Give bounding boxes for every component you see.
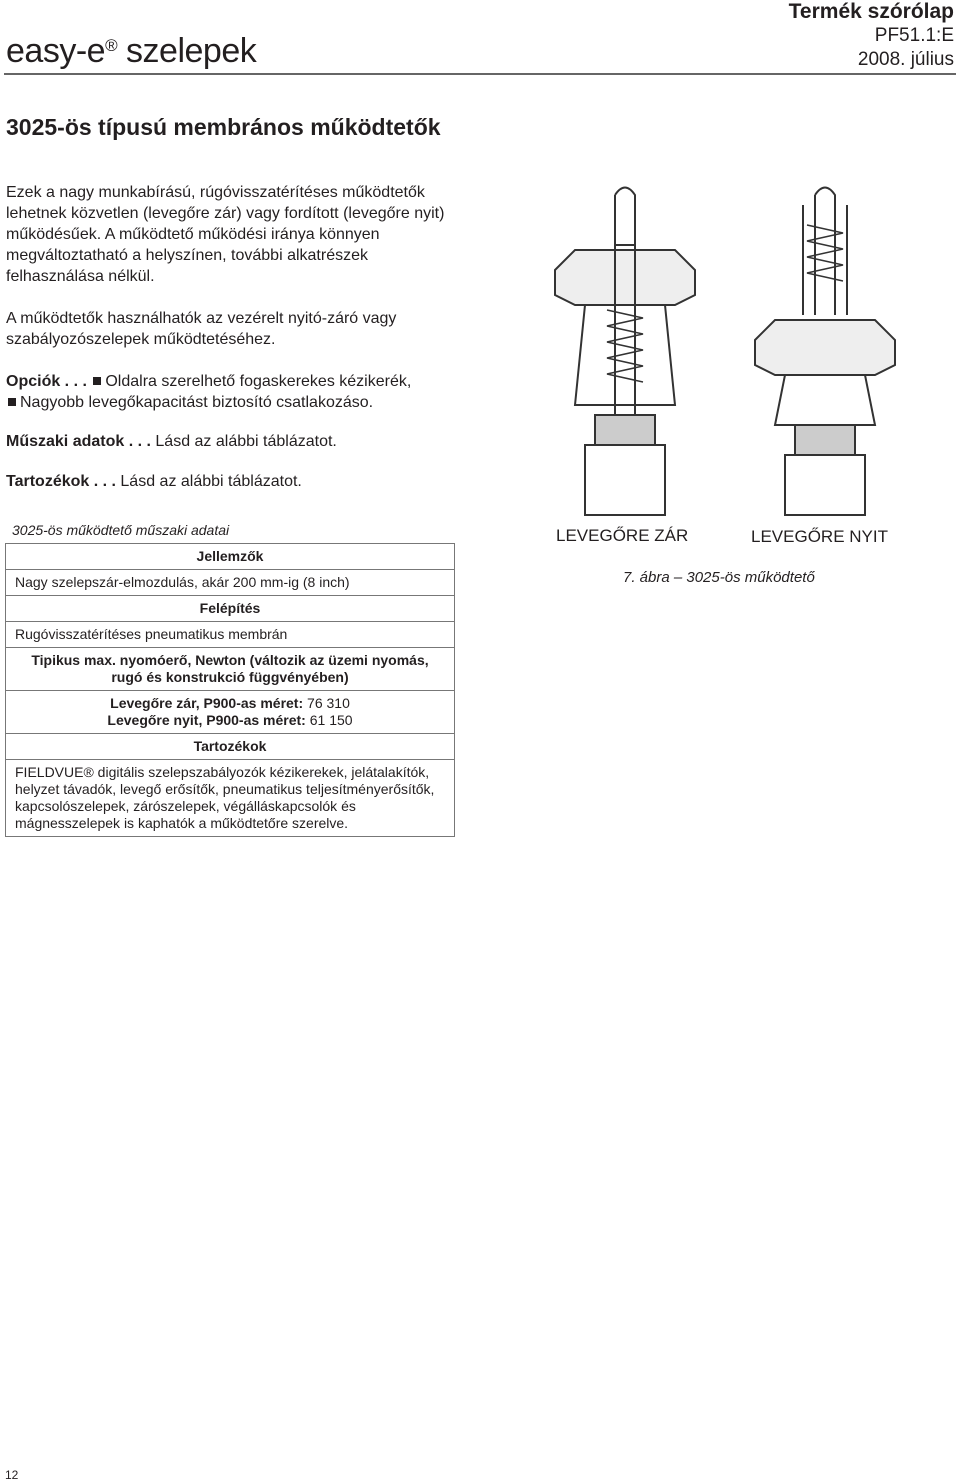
thrust-values: Levegőre zár, P900-as méret: 76 310 Levegőre nyit, P900-as méret: 61 150 <box>6 691 455 734</box>
label-air-to-close: LEVEGŐRE ZÁR <box>556 526 689 545</box>
accessories: Tartozékok . . . Lásd az alábbi táblázatot. <box>6 473 302 490</box>
table-cell: FIELDVUE® digitális szelepszabályozók kézikerekek, jelátalakítók, helyzet távadók, levegő erősítők, pneumatikus teljesítményerősítők, kapcsolószelepek, zárószelepek, végálláskapcsolók és mágnesszelepek is kaphatók a működtetőre szerelve. <box>6 760 455 837</box>
label-air-to-open: LEVEGŐRE NYIT <box>751 527 888 546</box>
doc-info <box>789 0 954 72</box>
actuator-air-to-open-drawing <box>755 188 895 516</box>
brand-title: easy-e® szelepek <box>6 32 257 70</box>
doc-date: 2008. július <box>857 49 954 70</box>
table-header: Tipikus max. nyomóerő, Newton (változik az üzemi nyomás, rugó és konstrukció függvényében) <box>6 648 455 691</box>
doc-code: PF51.1:E <box>874 25 954 46</box>
header-rule <box>4 73 956 75</box>
table-caption: 3025-ös működtető műszaki adatai <box>12 522 230 538</box>
paragraph-usage: A működtetők használhatók az vezérelt nyitó-záró vagy szabályozószelepek működtetéséhez. <box>6 310 397 348</box>
page-title: 3025-ös típusú membrános működtetők <box>6 114 441 140</box>
spec-table <box>5 543 455 837</box>
figure-caption: 7. ábra – 3025-ös működtető <box>623 569 815 586</box>
bullet-icon <box>8 398 16 406</box>
actuator-drawings <box>545 175 905 520</box>
actuator-air-to-close-drawing <box>555 188 695 516</box>
options: Opciók . . . Oldalra szerelhető fogaskerekes kézikerék, Nagyobb levegőkapacitást biztosító csatlakozáso. <box>6 373 412 411</box>
table-header: Tartozékok <box>6 734 455 760</box>
table-cell: Rugóvisszatérítéses pneumatikus membrán <box>6 622 455 648</box>
table-header: Jellemzők <box>6 544 455 570</box>
tech-data: Műszaki adatok . . . Lásd az alábbi táblázatot. <box>6 433 337 450</box>
bullet-icon <box>93 377 101 385</box>
doc-type: Termék szórólap <box>788 0 954 23</box>
paragraph-intro: Ezek a nagy munkabírású, rúgóvisszatérítéses működtetők lehetnek közvetlen (levegőre zár) vagy fordított (levegőre nyit) működésűek. A működtető működési iránya könnyen megváltoztatható a helyszínen, további alkatrészek felhasználása nélkül. <box>6 184 445 285</box>
table-cell: Nagy szelepszár-elmozdulás, akár 200 mm-ig (8 inch) <box>6 570 455 596</box>
table-header: Felépítés <box>6 596 455 622</box>
page-number: 12 <box>5 1468 19 1482</box>
